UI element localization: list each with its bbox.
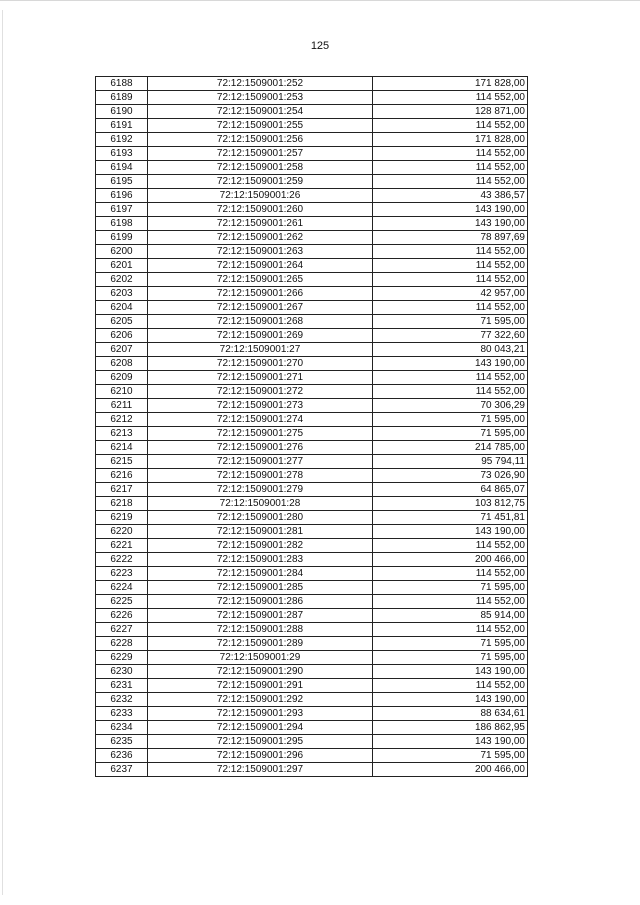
- row-number-cell: 6224: [96, 581, 148, 595]
- table-row: [96, 371, 528, 385]
- cadastral-number-cell: 72:12:1509001:289: [148, 637, 373, 651]
- cadastral-value-cell: 114 552,00: [373, 595, 528, 609]
- row-number-cell: 6215: [96, 455, 148, 469]
- table-row: [96, 133, 528, 147]
- cadastral-number-cell: 72:12:1509001:278: [148, 469, 373, 483]
- cadastral-value-cell: 143 190,00: [373, 735, 528, 749]
- cadastral-value-cell: 114 552,00: [373, 273, 528, 287]
- cadastral-number-cell: 72:12:1509001:259: [148, 175, 373, 189]
- row-number-cell: 6212: [96, 413, 148, 427]
- table-row: [96, 497, 528, 511]
- row-number-cell: 6216: [96, 469, 148, 483]
- table-row: [96, 385, 528, 399]
- cadastral-value-cell: 43 386,57: [373, 189, 528, 203]
- row-number-cell: 6214: [96, 441, 148, 455]
- row-number-cell: 6205: [96, 315, 148, 329]
- cadastral-value-cell: 171 828,00: [373, 77, 528, 91]
- cadastral-number-cell: 72:12:1509001:294: [148, 721, 373, 735]
- cadastral-value-cell: 42 957,00: [373, 287, 528, 301]
- table-row: [96, 441, 528, 455]
- row-number-cell: 6220: [96, 525, 148, 539]
- table-row: [96, 679, 528, 693]
- table-row: [96, 707, 528, 721]
- cadastral-value-cell: 200 466,00: [373, 553, 528, 567]
- cadastral-value-cell: 71 595,00: [373, 749, 528, 763]
- cadastral-number-cell: 72:12:1509001:287: [148, 609, 373, 623]
- cadastral-number-cell: 72:12:1509001:28: [148, 497, 373, 511]
- cadastral-value-cell: 78 897,69: [373, 231, 528, 245]
- row-number-cell: 6231: [96, 679, 148, 693]
- cadastral-value-cell: 71 595,00: [373, 315, 528, 329]
- table-row: [96, 581, 528, 595]
- cadastral-number-cell: 72:12:1509001:293: [148, 707, 373, 721]
- cadastral-value-cell: 114 552,00: [373, 91, 528, 105]
- row-number-cell: 6204: [96, 301, 148, 315]
- cadastral-number-cell: 72:12:1509001:272: [148, 385, 373, 399]
- cadastral-number-cell: 72:12:1509001:27: [148, 343, 373, 357]
- cadastral-value-cell: 95 794,11: [373, 455, 528, 469]
- row-number-cell: 6210: [96, 385, 148, 399]
- cadastral-number-cell: 72:12:1509001:296: [148, 749, 373, 763]
- cadastral-value-cell: 114 552,00: [373, 567, 528, 581]
- table-row: [96, 693, 528, 707]
- table-row: [96, 511, 528, 525]
- row-number-cell: 6200: [96, 245, 148, 259]
- row-number-cell: 6221: [96, 539, 148, 553]
- cadastral-number-cell: 72:12:1509001:276: [148, 441, 373, 455]
- table-row: [96, 427, 528, 441]
- table-row: [96, 609, 528, 623]
- cadastral-value-cell: 88 634,61: [373, 707, 528, 721]
- table-row: [96, 203, 528, 217]
- cadastral-value-cell: 114 552,00: [373, 301, 528, 315]
- table-row: [96, 315, 528, 329]
- table-row: [96, 119, 528, 133]
- table-row: [96, 455, 528, 469]
- row-number-cell: 6230: [96, 665, 148, 679]
- cadastral-value-cell: 114 552,00: [373, 371, 528, 385]
- cadastral-number-cell: 72:12:1509001:261: [148, 217, 373, 231]
- row-number-cell: 6198: [96, 217, 148, 231]
- table-row: [96, 665, 528, 679]
- cadastral-value-cell: 114 552,00: [373, 679, 528, 693]
- page-number: 125: [310, 40, 330, 52]
- cadastral-number-cell: 72:12:1509001:285: [148, 581, 373, 595]
- row-number-cell: 6195: [96, 175, 148, 189]
- cadastral-value-cell: 143 190,00: [373, 525, 528, 539]
- row-number-cell: 6201: [96, 259, 148, 273]
- cadastral-value-cell: 71 595,00: [373, 413, 528, 427]
- cadastral-value-cell: 71 451,81: [373, 511, 528, 525]
- row-number-cell: 6203: [96, 287, 148, 301]
- table-row: [96, 357, 528, 371]
- scan-edge-left: [2, 10, 3, 895]
- cadastral-number-cell: 72:12:1509001:254: [148, 105, 373, 119]
- cadastral-value-cell: 71 595,00: [373, 651, 528, 665]
- table-row: [96, 175, 528, 189]
- table-row: [96, 287, 528, 301]
- cadastral-value-cell: 114 552,00: [373, 245, 528, 259]
- table-row: [96, 329, 528, 343]
- cadastral-value-cell: 143 190,00: [373, 665, 528, 679]
- row-number-cell: 6236: [96, 749, 148, 763]
- row-number-cell: 6235: [96, 735, 148, 749]
- table-row: [96, 595, 528, 609]
- row-number-cell: 6209: [96, 371, 148, 385]
- row-number-cell: 6218: [96, 497, 148, 511]
- cadastral-value-cell: 114 552,00: [373, 147, 528, 161]
- row-number-cell: 6208: [96, 357, 148, 371]
- scan-edge-top: [0, 0, 640, 9]
- row-number-cell: 6233: [96, 707, 148, 721]
- row-number-cell: 6196: [96, 189, 148, 203]
- cadastral-value-cell: 186 862,95: [373, 721, 528, 735]
- table-row: [96, 483, 528, 497]
- cadastral-value-cell: 114 552,00: [373, 539, 528, 553]
- table-row: [96, 525, 528, 539]
- row-number-cell: 6188: [96, 77, 148, 91]
- cadastral-number-cell: 72:12:1509001:269: [148, 329, 373, 343]
- cadastral-value-cell: 128 871,00: [373, 105, 528, 119]
- table-row: [96, 147, 528, 161]
- row-number-cell: 6197: [96, 203, 148, 217]
- cadastral-number-cell: 72:12:1509001:283: [148, 553, 373, 567]
- row-number-cell: 6191: [96, 119, 148, 133]
- row-number-cell: 6192: [96, 133, 148, 147]
- table-row: [96, 105, 528, 119]
- row-number-cell: 6232: [96, 693, 148, 707]
- row-number-cell: 6207: [96, 343, 148, 357]
- cadastral-value-cell: 114 552,00: [373, 385, 528, 399]
- table-row: [96, 273, 528, 287]
- row-number-cell: 6222: [96, 553, 148, 567]
- cadastral-value-cell: 143 190,00: [373, 357, 528, 371]
- cadastral-number-cell: 72:12:1509001:271: [148, 371, 373, 385]
- row-number-cell: 6211: [96, 399, 148, 413]
- row-number-cell: 6190: [96, 105, 148, 119]
- cadastral-value-cell: 143 190,00: [373, 203, 528, 217]
- table-row: [96, 651, 528, 665]
- cadastral-number-cell: 72:12:1509001:252: [148, 77, 373, 91]
- cadastral-number-cell: 72:12:1509001:270: [148, 357, 373, 371]
- cadastral-number-cell: 72:12:1509001:274: [148, 413, 373, 427]
- cadastral-value-cell: 64 865,07: [373, 483, 528, 497]
- cadastral-number-cell: 72:12:1509001:297: [148, 763, 373, 777]
- cadastral-number-cell: 72:12:1509001:29: [148, 651, 373, 665]
- row-number-cell: 6193: [96, 147, 148, 161]
- cadastral-number-cell: 72:12:1509001:282: [148, 539, 373, 553]
- row-number-cell: 6199: [96, 231, 148, 245]
- cadastral-number-cell: 72:12:1509001:266: [148, 287, 373, 301]
- cadastral-number-cell: 72:12:1509001:291: [148, 679, 373, 693]
- cadastral-number-cell: 72:12:1509001:290: [148, 665, 373, 679]
- table-row: [96, 91, 528, 105]
- cadastral-number-cell: 72:12:1509001:260: [148, 203, 373, 217]
- cadastral-value-cell: 71 595,00: [373, 637, 528, 651]
- cadastral-number-cell: 72:12:1509001:264: [148, 259, 373, 273]
- cadastral-number-cell: 72:12:1509001:267: [148, 301, 373, 315]
- cadastral-value-cell: 214 785,00: [373, 441, 528, 455]
- cadastral-value-cell: 71 595,00: [373, 427, 528, 441]
- row-number-cell: 6237: [96, 763, 148, 777]
- row-number-cell: 6206: [96, 329, 148, 343]
- cadastral-number-cell: 72:12:1509001:288: [148, 623, 373, 637]
- row-number-cell: 6213: [96, 427, 148, 441]
- cadastral-number-cell: 72:12:1509001:279: [148, 483, 373, 497]
- cadastral-value-cell: 73 026,90: [373, 469, 528, 483]
- table-row: [96, 231, 528, 245]
- cadastral-value-cell: 114 552,00: [373, 259, 528, 273]
- cadastral-value-table: [95, 76, 528, 777]
- cadastral-number-cell: 72:12:1509001:280: [148, 511, 373, 525]
- row-number-cell: 6217: [96, 483, 148, 497]
- cadastral-value-cell: 114 552,00: [373, 175, 528, 189]
- table-row: [96, 77, 528, 91]
- row-number-cell: 6234: [96, 721, 148, 735]
- row-number-cell: 6202: [96, 273, 148, 287]
- cadastral-number-cell: 72:12:1509001:286: [148, 595, 373, 609]
- cadastral-value-cell: 114 552,00: [373, 119, 528, 133]
- table-row: [96, 763, 528, 777]
- table-row: [96, 721, 528, 735]
- cadastral-number-cell: 72:12:1509001:255: [148, 119, 373, 133]
- row-number-cell: 6229: [96, 651, 148, 665]
- table-body: [96, 77, 528, 777]
- cadastral-number-cell: 72:12:1509001:253: [148, 91, 373, 105]
- cadastral-number-cell: 72:12:1509001:273: [148, 399, 373, 413]
- table-row: [96, 189, 528, 203]
- row-number-cell: 6219: [96, 511, 148, 525]
- cadastral-value-cell: 171 828,00: [373, 133, 528, 147]
- cadastral-number-cell: 72:12:1509001:265: [148, 273, 373, 287]
- table-row: [96, 217, 528, 231]
- table-row: [96, 553, 528, 567]
- row-number-cell: 6226: [96, 609, 148, 623]
- table-row: [96, 567, 528, 581]
- cadastral-number-cell: 72:12:1509001:26: [148, 189, 373, 203]
- cadastral-value-cell: 70 306,29: [373, 399, 528, 413]
- table-row: [96, 469, 528, 483]
- cadastral-value-cell: 71 595,00: [373, 581, 528, 595]
- table-row: [96, 399, 528, 413]
- table-row: [96, 259, 528, 273]
- cadastral-number-cell: 72:12:1509001:268: [148, 315, 373, 329]
- cadastral-number-cell: 72:12:1509001:258: [148, 161, 373, 175]
- cadastral-number-cell: 72:12:1509001:263: [148, 245, 373, 259]
- table-row: [96, 539, 528, 553]
- cadastral-number-cell: 72:12:1509001:295: [148, 735, 373, 749]
- cadastral-value-cell: 77 322,60: [373, 329, 528, 343]
- row-number-cell: 6228: [96, 637, 148, 651]
- cadastral-number-cell: 72:12:1509001:292: [148, 693, 373, 707]
- cadastral-value-cell: 143 190,00: [373, 693, 528, 707]
- cadastral-value-cell: 80 043,21: [373, 343, 528, 357]
- cadastral-number-cell: 72:12:1509001:257: [148, 147, 373, 161]
- cadastral-number-cell: 72:12:1509001:281: [148, 525, 373, 539]
- row-number-cell: 6189: [96, 91, 148, 105]
- cadastral-value-cell: 114 552,00: [373, 161, 528, 175]
- table-row: [96, 623, 528, 637]
- cadastral-value-cell: 200 466,00: [373, 763, 528, 777]
- table-row: [96, 301, 528, 315]
- row-number-cell: 6223: [96, 567, 148, 581]
- table-row: [96, 637, 528, 651]
- table-row: [96, 161, 528, 175]
- cadastral-number-cell: 72:12:1509001:256: [148, 133, 373, 147]
- cadastral-number-cell: 72:12:1509001:277: [148, 455, 373, 469]
- cadastral-number-cell: 72:12:1509001:275: [148, 427, 373, 441]
- table-row: [96, 735, 528, 749]
- cadastral-number-cell: 72:12:1509001:262: [148, 231, 373, 245]
- table-row: [96, 245, 528, 259]
- table-row: [96, 413, 528, 427]
- row-number-cell: 6225: [96, 595, 148, 609]
- cadastral-value-cell: 103 812,75: [373, 497, 528, 511]
- cadastral-number-cell: 72:12:1509001:284: [148, 567, 373, 581]
- row-number-cell: 6227: [96, 623, 148, 637]
- table-row: [96, 343, 528, 357]
- row-number-cell: 6194: [96, 161, 148, 175]
- cadastral-value-cell: 114 552,00: [373, 623, 528, 637]
- cadastral-value-cell: 143 190,00: [373, 217, 528, 231]
- table-row: [96, 749, 528, 763]
- cadastral-value-cell: 85 914,00: [373, 609, 528, 623]
